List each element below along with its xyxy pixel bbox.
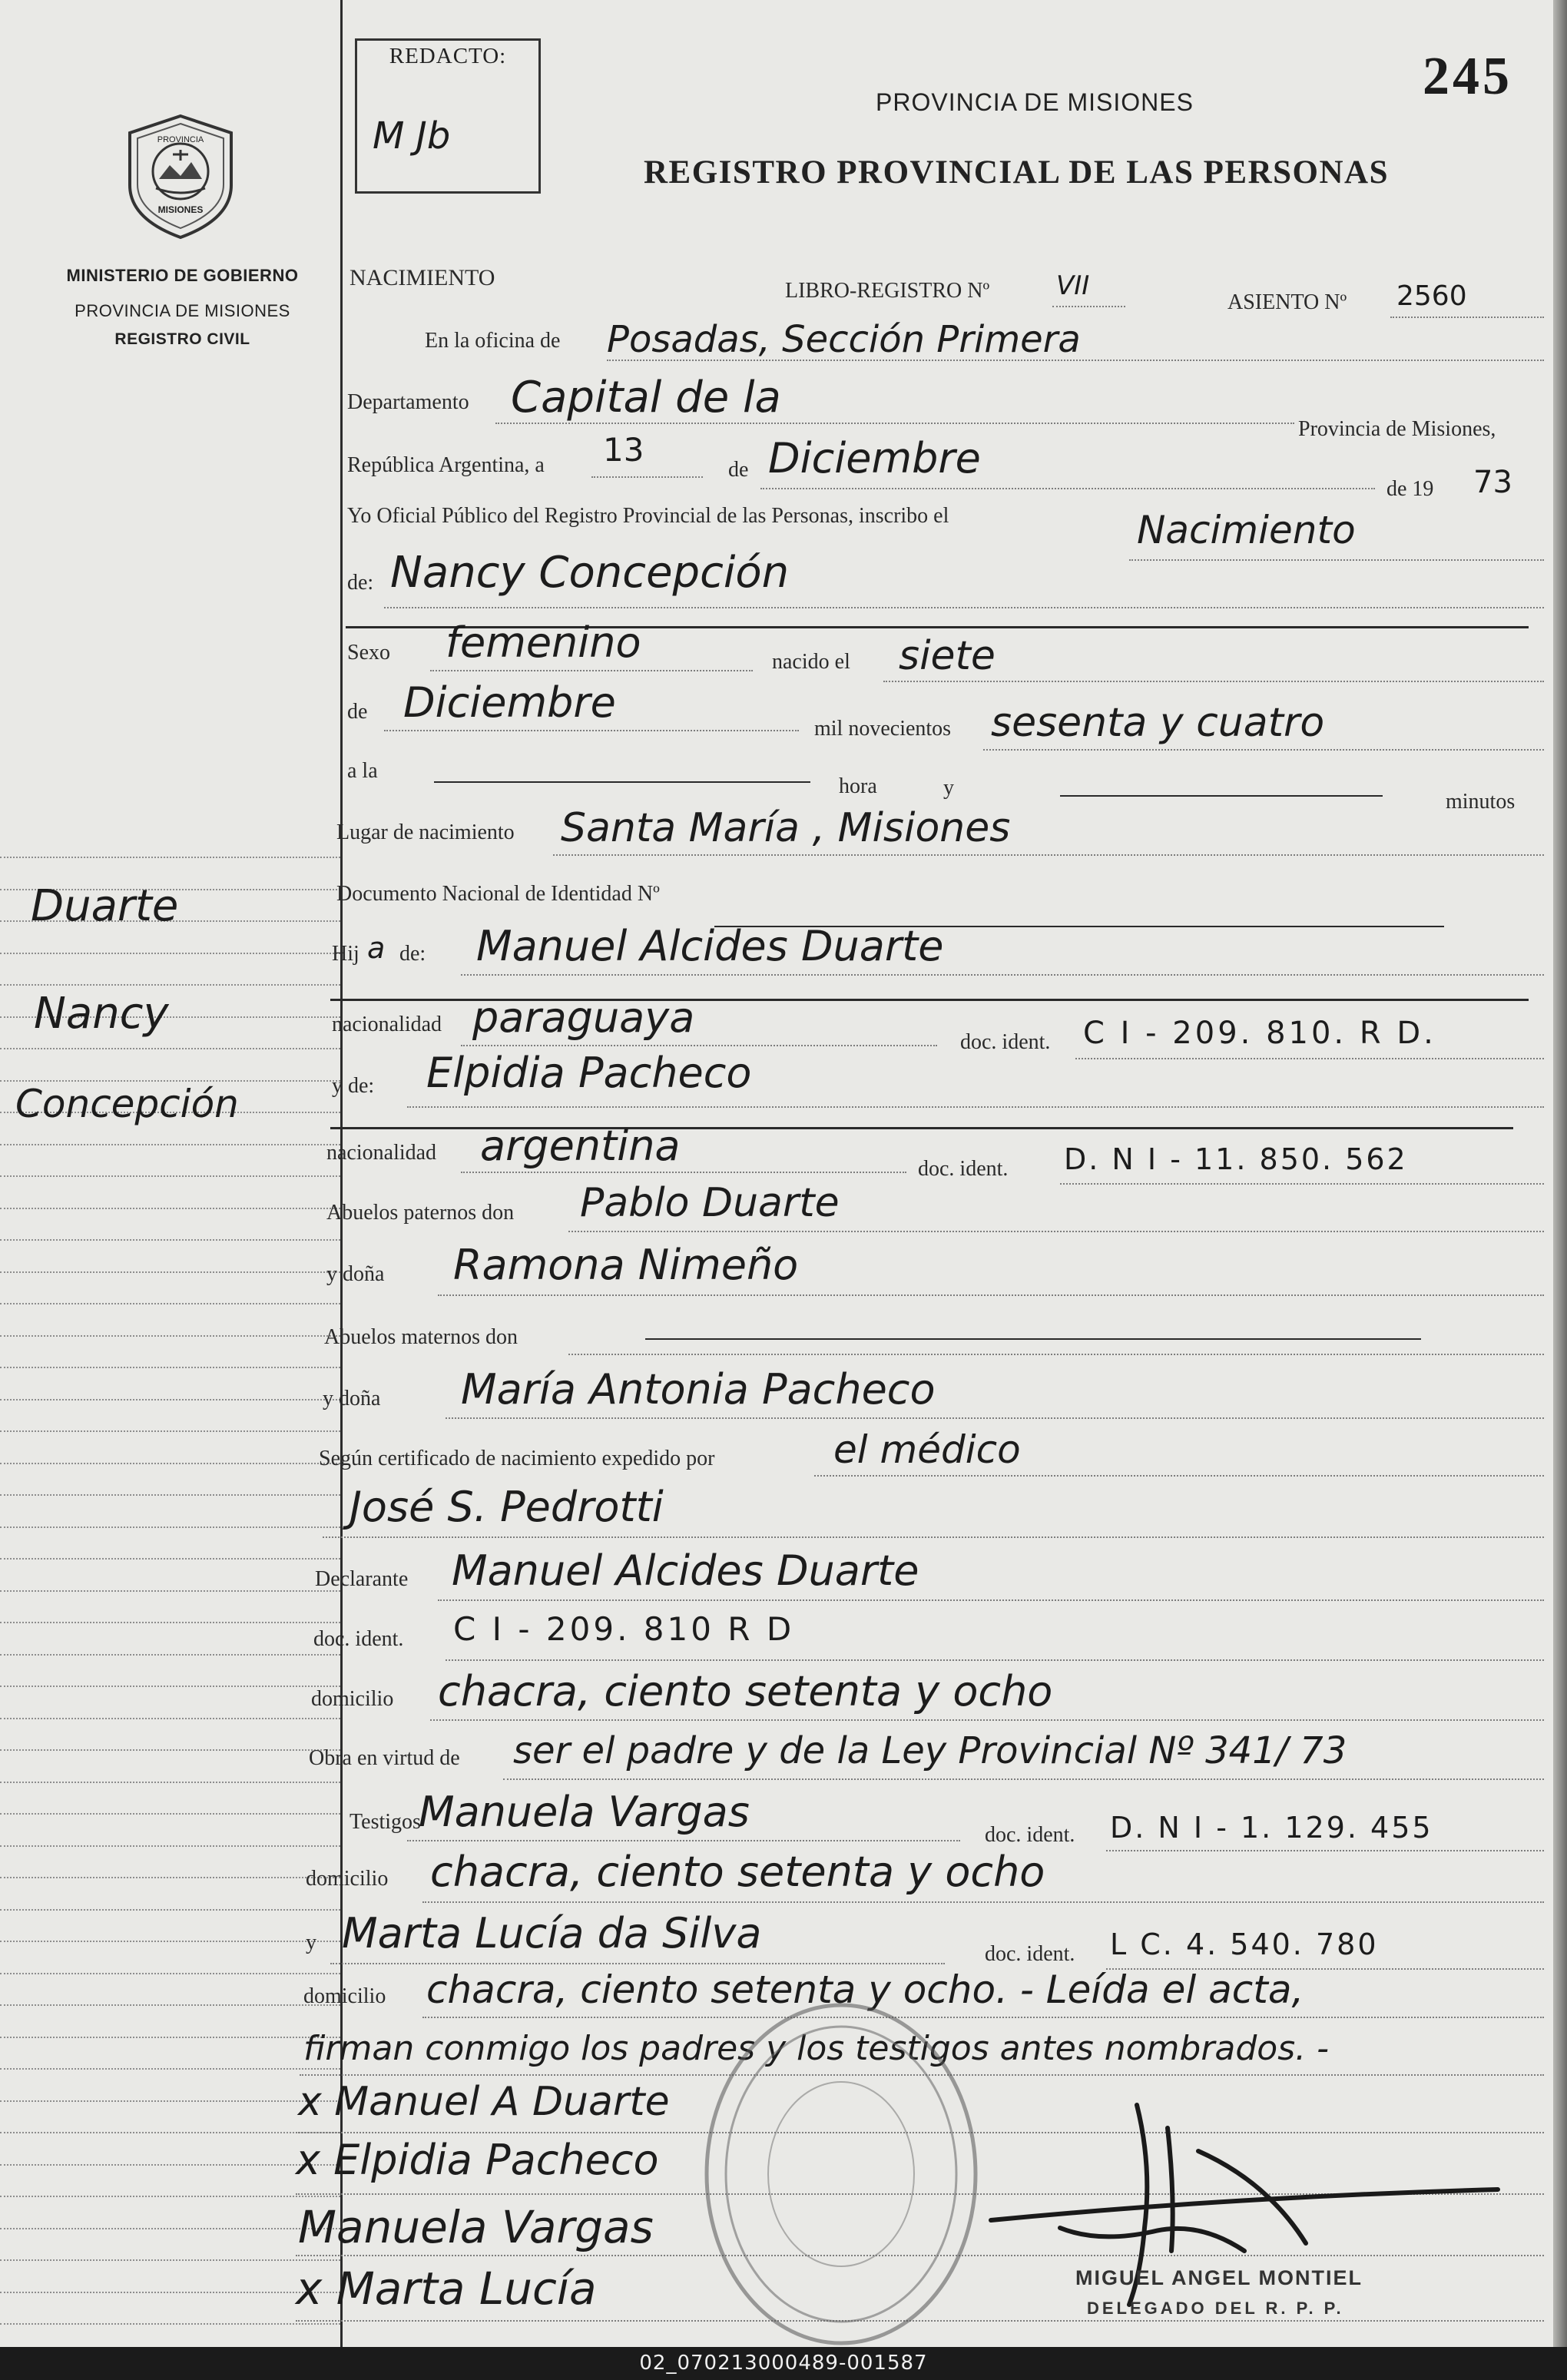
- seal-text-top: PROVINCIA: [157, 135, 204, 144]
- doc-padre-label: doc. ident.: [960, 1030, 1051, 1054]
- sig-line-3: [296, 2255, 1544, 2256]
- file-id: 02_070213000489-001587: [639, 2352, 928, 2375]
- nombre-line: [384, 607, 1544, 608]
- margin-ruled-line: [0, 2068, 340, 2070]
- abuelo-materno-blank: [645, 1338, 1421, 1340]
- libro-line: [1052, 306, 1125, 307]
- margin-ruled-line: [0, 1208, 340, 1209]
- testigo1-value: Manuela Vargas: [419, 1788, 750, 1836]
- doc-declarante-label: doc. ident.: [313, 1627, 404, 1651]
- libro-value: VII: [1056, 270, 1090, 301]
- provincia-label: Provincia de Misiones,: [1298, 417, 1496, 441]
- redacto-initials: M Jb: [373, 114, 451, 157]
- domicilio-testigo1-value: chacra, ciento setenta y ocho: [430, 1848, 1045, 1896]
- asiento-line: [1390, 317, 1544, 318]
- hija-label: Hij: [332, 942, 359, 966]
- declarante-doc-value: C I - 209. 810 R D: [453, 1610, 795, 1648]
- stamp-title: DELEGADO DEL R. P. P.: [1087, 2299, 1344, 2318]
- margin-ruled-line: [0, 1526, 340, 1528]
- abuelos-paternos-label: Abuelos paternos don: [326, 1201, 515, 1225]
- margin-first-name: Nancy: [34, 989, 169, 1039]
- padre-doc-value: C I - 209. 810. R D.: [1083, 1016, 1436, 1051]
- margin-ruled-line: [0, 1941, 340, 1942]
- page-number: 245: [1423, 47, 1512, 106]
- margin-ruled-line: [0, 2037, 340, 2038]
- signature-mother: x Elpidia Pacheco: [296, 2136, 659, 2184]
- testigo2-doc-value: L C. 4. 540. 780: [1110, 1928, 1379, 1961]
- lugar-label: Lugar de nacimiento: [336, 820, 515, 844]
- certificado-value: el médico: [833, 1427, 1021, 1472]
- madre-line: [407, 1106, 1544, 1108]
- dia-line: [591, 476, 703, 478]
- margin-ruled-line: [0, 1430, 340, 1432]
- hija-suffix-value: a: [367, 931, 386, 965]
- domicilio-testigo1-label: domicilio: [306, 1867, 389, 1891]
- domicilio-declarante-value: chacra, ciento setenta y ocho: [438, 1667, 1053, 1715]
- hora-blank: [434, 781, 810, 783]
- padre-nacionalidad-value: paraguaya: [472, 993, 695, 1042]
- margin-ruled-line: [0, 1654, 340, 1656]
- margin-ruled-line: [0, 2323, 340, 2325]
- abuela-materna-value: María Antonia Pacheco: [461, 1365, 936, 1414]
- margin-ruled-line: [0, 2004, 340, 2006]
- anio-value: 73: [1473, 465, 1512, 500]
- padre-nac-line: [461, 1045, 937, 1046]
- domicilio-testigo1-line: [422, 1901, 1544, 1903]
- sexo-line: [430, 670, 753, 671]
- margin-ruled-line: [0, 1239, 340, 1241]
- sexo-value: femenino: [446, 618, 641, 667]
- hora-label: hora: [839, 774, 877, 798]
- domicilio-testigo2-label: domicilio: [303, 1984, 386, 2008]
- dni-label: Documento Nacional de Identidad Nº: [336, 882, 660, 906]
- declarante-line: [438, 1599, 1544, 1601]
- margin-ruled-line: [0, 2259, 340, 2261]
- mes-line: [760, 488, 1375, 489]
- abuelos-maternos-label: Abuelos maternos don: [324, 1325, 518, 1349]
- testigo1-line: [407, 1840, 960, 1841]
- margin-ruled-line: [0, 1590, 340, 1592]
- minutos-blank: [1060, 795, 1383, 797]
- acto-value: Nacimiento: [1137, 508, 1356, 552]
- abuelo-paterno-line: [568, 1231, 1544, 1232]
- hija-de-label: de:: [399, 942, 426, 966]
- abuela-materna-line: [446, 1417, 1544, 1419]
- margin-ruled-line: [0, 1909, 340, 1911]
- asiento-value: 2560: [1396, 280, 1467, 312]
- domicilio-testigo2-line: [422, 2017, 1544, 2018]
- libro-label: LIBRO-REGISTRO Nº: [785, 279, 990, 303]
- declarante-doc-line: [446, 1659, 1544, 1661]
- margin-ruled-line: [0, 857, 340, 858]
- registry-title: REGISTRO PROVINCIAL DE LAS PERSONAS: [644, 154, 1390, 191]
- seal-text-bottom: MISIONES: [157, 204, 204, 215]
- margin-ruled-line: [0, 1782, 340, 1783]
- testigos-label: Testigos: [350, 1810, 421, 1834]
- ministry-line-3: REGISTRO CIVIL: [114, 330, 250, 348]
- abuelo-paterno-value: Pablo Duarte: [580, 1180, 840, 1226]
- signature-witness2: x Marta Lucía: [296, 2262, 597, 2315]
- doc-madre-label: doc. ident.: [918, 1157, 1009, 1181]
- margin-ruled-line: [0, 1622, 340, 1623]
- padre-value: Manuel Alcides Duarte: [476, 922, 944, 970]
- minutos-label: minutos: [1446, 790, 1516, 814]
- certificado-label: Según certificado de nacimiento expedido por: [319, 1447, 715, 1470]
- nacido-label: nacido el: [772, 650, 850, 674]
- margin-ruled-line: [0, 1686, 340, 1687]
- margin-ruled-line: [0, 1749, 340, 1751]
- margin-ruled-line: [0, 1813, 340, 1815]
- testigo2-y-label: y: [306, 1931, 316, 1954]
- madre-de-label: y de:: [332, 1074, 375, 1098]
- domicilio-testigo2-value: chacra, ciento setenta y ocho. - Leída el acta,: [426, 1967, 1304, 2012]
- sig-line-1: [296, 2132, 1544, 2133]
- margin-ruled-line: [0, 2228, 340, 2229]
- closing-line: [300, 2074, 1544, 2076]
- medico-line: [323, 1536, 1544, 1538]
- margin-ruled-line: [0, 1271, 340, 1273]
- obra-line: [503, 1778, 1544, 1780]
- mes-value: Diciembre: [768, 434, 981, 482]
- margin-ruled-line: [0, 1367, 340, 1368]
- doc-testigo2-label: doc. ident.: [985, 1942, 1075, 1966]
- margin-ruled-line: [0, 1144, 340, 1145]
- testigo1-doc-value: D. N I - 1. 129. 455: [1110, 1811, 1433, 1845]
- nacido-dia-line: [883, 681, 1544, 682]
- madre-value: Elpidia Pacheco: [426, 1049, 752, 1097]
- signature-father: x Manuel A Duarte: [298, 2079, 670, 2125]
- nacionalidad-padre-label: nacionalidad: [332, 1013, 442, 1036]
- madre-doc-line: [1060, 1183, 1544, 1185]
- testigo1-doc-line: [1106, 1850, 1544, 1851]
- abuelo-materno-line: [568, 1354, 1544, 1355]
- nacido-anio-line: [983, 749, 1544, 751]
- stamp-name: MIGUEL ANGEL MONTIEL: [1075, 2266, 1363, 2289]
- anio-label: de 19: [1386, 477, 1434, 501]
- redacto-label: REDACTO:: [389, 44, 507, 68]
- closing-text: firman conmigo los padres y los testigos antes nombrados. -: [303, 2029, 1329, 2068]
- doc-testigo1-label: doc. ident.: [985, 1823, 1075, 1847]
- republica-label: República Argentina, a: [347, 453, 545, 477]
- acto-line: [1129, 559, 1544, 561]
- provincial-seal: [119, 111, 242, 242]
- domicilio-declarante-line: [430, 1719, 1544, 1721]
- signature-witness1: Manuela Vargas: [298, 2201, 654, 2253]
- oficina-label: En la oficina de: [425, 329, 561, 353]
- margin-ruled-line: [0, 1463, 340, 1464]
- sig-line-4: [296, 2320, 1544, 2322]
- ala-label: a la: [347, 759, 378, 783]
- ministry-line-1: MINISTERIO DE GOBIERNO: [66, 266, 299, 285]
- nacido-mes-line: [384, 730, 799, 731]
- dia-value: 13: [603, 431, 644, 469]
- margin-ruled-line: [0, 1048, 340, 1049]
- testigo2-line: [330, 1963, 945, 1964]
- margin-ruled-line: [0, 1718, 340, 1719]
- province-title: PROVINCIA DE MISIONES: [876, 88, 1194, 116]
- testigo2-value: Marta Lucía da Silva: [342, 1909, 762, 1957]
- margin-ruled-line: [0, 2292, 340, 2293]
- domicilio-declarante-label: domicilio: [311, 1687, 394, 1711]
- lugar-line: [553, 854, 1544, 856]
- margin-ruled-line: [0, 2132, 340, 2133]
- oficina-line: [607, 360, 1544, 361]
- margin-ruled-line: [0, 1175, 340, 1177]
- madre-nacionalidad-value: argentina: [480, 1122, 681, 1170]
- margin-ruled-line: [0, 1494, 340, 1496]
- nacido-de-label: de: [347, 700, 368, 724]
- margin-middle-name: Concepción: [15, 1082, 239, 1126]
- margin-ruled-line: [0, 953, 340, 954]
- ministry-line-2: PROVINCIA DE MISIONES: [75, 301, 290, 320]
- margin-ruled-line: [0, 1845, 340, 1847]
- oficial-label: Yo Oficial Público del Registro Provincial de las Personas, inscribo el: [347, 504, 949, 528]
- record-type-label: NACIMIENTO: [350, 265, 495, 290]
- certificado-line: [814, 1475, 1544, 1477]
- asiento-label: ASIENTO Nº: [1227, 290, 1347, 314]
- medico-value: José S. Pedrotti: [350, 1483, 664, 1531]
- redacto-box: [355, 38, 541, 194]
- sig-line-2: [296, 2193, 1544, 2195]
- abuela-materna-label: y doña: [323, 1387, 381, 1410]
- departamento-label: Departamento: [347, 390, 469, 414]
- page-edge: [1553, 0, 1567, 2347]
- nacido-anio-value: sesenta y cuatro: [991, 700, 1325, 746]
- nacido-dia-value: siete: [899, 633, 996, 679]
- abuela-paterna-value: Ramona Nimeño: [453, 1241, 799, 1289]
- margin-ruled-line: [0, 1877, 340, 1878]
- margin-ruled-line: [0, 1303, 340, 1304]
- margin-surname: Duarte: [31, 881, 179, 931]
- declarante-value: Manuel Alcides Duarte: [452, 1546, 919, 1595]
- hora-y-label: y: [943, 776, 954, 800]
- obra-label: Obra en virtud de: [309, 1746, 460, 1770]
- lugar-value: Santa María , Misiones: [561, 805, 1011, 851]
- nacido-mes-value: Diciembre: [403, 678, 616, 727]
- margin-ruled-line: [0, 1399, 340, 1400]
- margin-ruled-line: [0, 1558, 340, 1560]
- margin-ruled-line: [0, 984, 340, 986]
- margin-ruled-line: [0, 2100, 340, 2102]
- nombre-value: Nancy Concepción: [390, 548, 790, 598]
- abuela-paterna-label: y doña: [326, 1262, 385, 1286]
- margin-ruled-line: [0, 1973, 340, 1974]
- margin-ruled-line: [0, 2164, 340, 2166]
- padre-doc-line: [1075, 1058, 1544, 1059]
- de-label: de:: [347, 571, 374, 595]
- margin-ruled-line: [0, 2196, 340, 2197]
- margin-ruled-line: [0, 1335, 340, 1337]
- mil-label: mil novecientos: [814, 717, 952, 741]
- padre-line: [461, 974, 1544, 976]
- madre-doc-value: D. N I - 11. 850. 562: [1064, 1142, 1408, 1176]
- sexo-label: Sexo: [347, 641, 390, 665]
- mes-de-label: de: [728, 458, 749, 482]
- obra-value: ser el padre y de la Ley Provincial Nº 341/ 73: [513, 1729, 1347, 1772]
- departamento-line: [495, 423, 1294, 424]
- abuela-paterna-line: [438, 1294, 1544, 1296]
- departamento-value: Capital de la: [511, 373, 781, 423]
- nacionalidad-madre-label: nacionalidad: [326, 1141, 437, 1165]
- declarante-label: Declarante: [315, 1567, 409, 1591]
- oficina-value: Posadas, Sección Primera: [607, 318, 1081, 361]
- madre-nac-line: [461, 1172, 906, 1173]
